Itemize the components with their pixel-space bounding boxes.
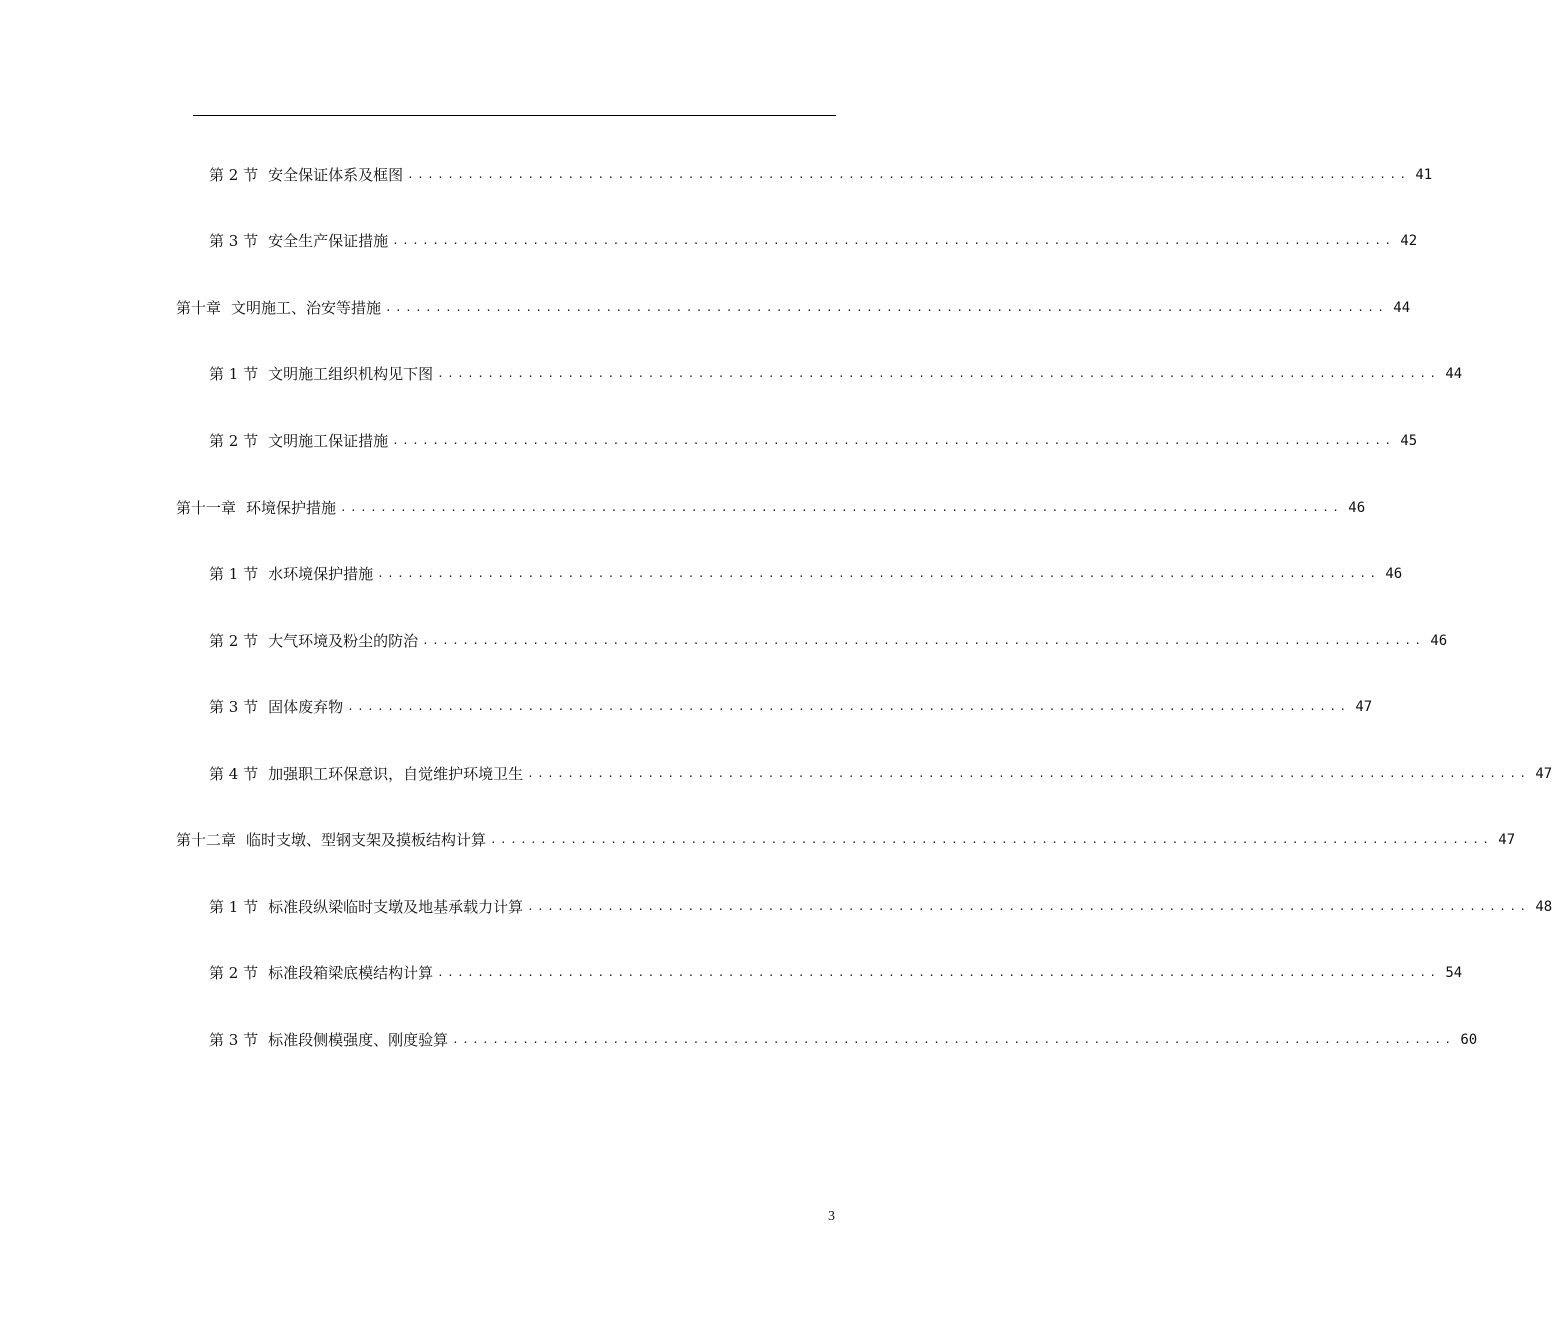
toc-entry-page: 45 (1400, 433, 1418, 449)
toc-entry-number: 第 3 节 (209, 232, 259, 250)
toc-entry-title: 安全生产保证措施 (268, 232, 389, 250)
toc-entry-title: 安全保证体系及框图 (268, 166, 404, 184)
toc-entry-page: 48 (1535, 899, 1552, 915)
toc-entry-section[interactable] (209, 693, 1373, 717)
dot-leader: .................................................................................................... (527, 900, 1530, 913)
toc-entry-title: 文明施工保证措施 (268, 432, 389, 450)
toc-entry-title: 加强职工环保意识，自觉维护环境卫生 (268, 765, 524, 783)
toc-entry-number: 第 1 节 (209, 565, 259, 583)
toc-entry-number: 第 3 节 (209, 1031, 259, 1049)
toc-entry-page: 46 (1430, 633, 1448, 649)
dot-leader: .................................................................................................... (392, 234, 1395, 247)
dot-leader: .................................................................................................... (527, 767, 1530, 780)
toc-entry-page: 47 (1498, 832, 1516, 848)
toc-entry-section[interactable] (209, 959, 1463, 983)
toc-entry-page: 47 (1355, 699, 1373, 715)
toc-entry-page: 41 (1415, 167, 1433, 183)
dot-leader: .................................................................................................... (347, 700, 1350, 713)
toc-entry-chapter[interactable] (176, 494, 1366, 518)
toc-entry-page: 60 (1460, 1032, 1478, 1048)
toc-entry-title: 标准段侧模强度、刚度验算 (268, 1031, 449, 1049)
toc-entry-number: 第 4 节 (209, 765, 259, 783)
dot-leader: .................................................................................................... (392, 434, 1395, 447)
toc-entry-section[interactable] (209, 427, 1418, 451)
toc-entry-section[interactable] (209, 627, 1448, 651)
toc-entry-number: 第 2 节 (209, 432, 259, 450)
toc-entry-page: 44 (1445, 366, 1463, 382)
toc-entry-number: 第十章 (176, 299, 222, 317)
dot-leader: .................................................................................................... (490, 833, 1493, 846)
toc-entry-page: 42 (1400, 233, 1418, 249)
toc-entry-number: 第 1 节 (209, 898, 259, 916)
dot-leader: .................................................................................................... (437, 966, 1440, 979)
page-number: 3 (828, 1209, 835, 1224)
toc-entry-title: 标准段箱梁底模结构计算 (268, 964, 434, 982)
toc-entry-section[interactable] (209, 560, 1403, 584)
dot-leader: .................................................................................................... (377, 567, 1380, 580)
toc-entry-section[interactable] (209, 161, 1433, 185)
dot-leader: .................................................................................................... (437, 367, 1440, 380)
toc-entry-title: 标准段纵梁临时支墩及地基承载力计算 (268, 898, 524, 916)
toc-entry-number: 第 2 节 (209, 632, 259, 650)
dot-leader: .................................................................................................... (385, 301, 1388, 314)
toc-entry-number: 第 3 节 (209, 698, 259, 716)
toc-entry-page: 46 (1385, 566, 1403, 582)
dot-leader: .................................................................................................... (340, 501, 1343, 514)
toc-entry-page: 46 (1348, 500, 1366, 516)
toc-entry-title: 文明施工组织机构见下图 (268, 365, 434, 383)
toc-entry-number: 第 2 节 (209, 166, 259, 184)
toc-entry-title: 大气环境及粉尘的防治 (268, 632, 419, 650)
toc-entry-chapter[interactable] (176, 294, 1411, 318)
toc-entry-chapter[interactable] (176, 826, 1516, 850)
toc-entry-section[interactable] (209, 1026, 1478, 1050)
toc-entry-title: 临时支墩、型钢支架及摸板结构计算 (246, 831, 487, 849)
toc-entry-title: 环境保护措施 (246, 499, 337, 517)
dot-leader: .................................................................................................... (422, 634, 1425, 647)
dot-leader: .................................................................................................... (407, 168, 1410, 181)
toc-entry-section[interactable] (209, 360, 1463, 384)
toc-entry-section[interactable] (209, 760, 1552, 784)
toc-entry-page: 47 (1535, 766, 1552, 782)
toc-entry-title: 文明施工、治安等措施 (231, 299, 382, 317)
toc-entry-number: 第十二章 (176, 831, 237, 849)
toc-entry-section[interactable] (209, 893, 1552, 917)
toc-entry-number: 第 2 节 (209, 964, 259, 982)
toc-entry-title: 固体废弃物 (268, 698, 344, 716)
toc-entry-page: 54 (1445, 965, 1463, 981)
dot-leader: .................................................................................................... (452, 1033, 1455, 1046)
toc-entry-page: 44 (1393, 300, 1411, 316)
toc-entry-number: 第十一章 (176, 499, 237, 517)
toc-entry-section[interactable] (209, 227, 1418, 251)
toc-entry-title: 水环境保护措施 (268, 565, 374, 583)
toc-entry-number: 第 1 节 (209, 365, 259, 383)
